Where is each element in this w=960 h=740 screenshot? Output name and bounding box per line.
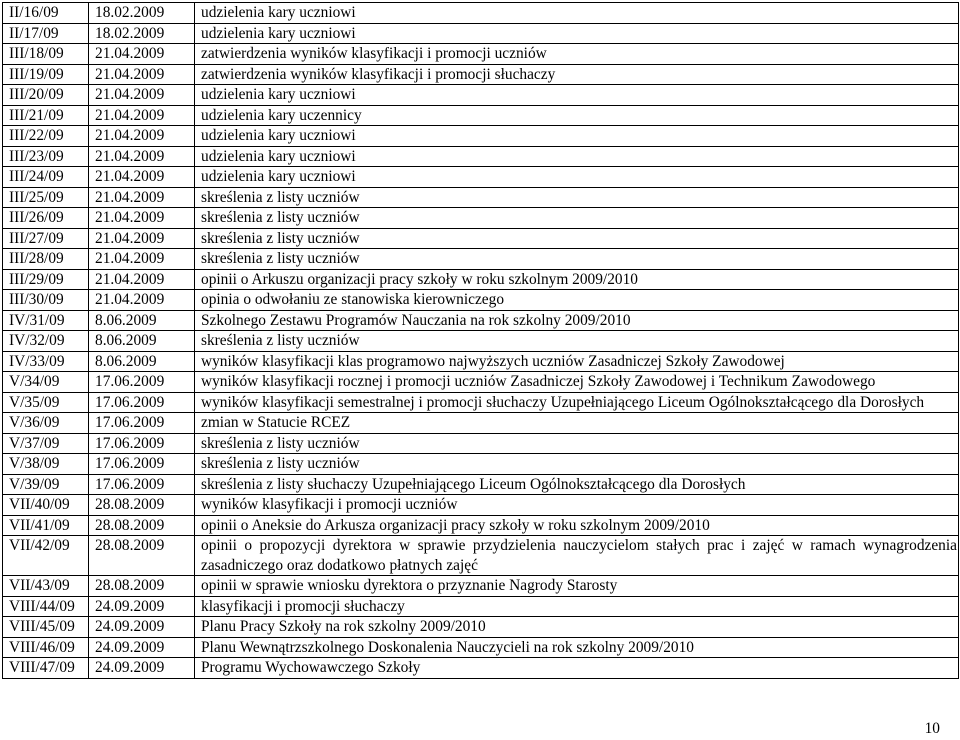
- resolution-number: VII/40/09: [3, 495, 89, 516]
- resolution-date: 21.04.2009: [89, 208, 195, 229]
- resolution-date: 17.06.2009: [89, 433, 195, 454]
- resolution-subject: zmian w Statucie RCEZ: [195, 413, 959, 434]
- table-row: [3, 290, 959, 311]
- resolution-number: III/26/09: [3, 208, 89, 229]
- resolution-date: 8.06.2009: [89, 331, 195, 352]
- resolution-subject: skreślenia z listy uczniów: [195, 187, 959, 208]
- resolution-subject: skreślenia z listy uczniów: [195, 433, 959, 454]
- resolution-date: 17.06.2009: [89, 474, 195, 495]
- table-row: [3, 44, 959, 65]
- table-row: [3, 536, 959, 576]
- resolution-subject: zatwierdzenia wyników klasyfikacji i promocji uczniów: [195, 44, 959, 65]
- table-row: [3, 351, 959, 372]
- resolution-date: 17.06.2009: [89, 454, 195, 475]
- resolution-subject: opinii o Arkuszu organizacji pracy szkoły w roku szkolnym 2009/2010: [195, 269, 959, 290]
- resolution-number: VIII/46/09: [3, 637, 89, 658]
- resolution-number: V/36/09: [3, 413, 89, 434]
- resolution-number: VII/41/09: [3, 515, 89, 536]
- table-row: [3, 454, 959, 475]
- resolution-number: V/37/09: [3, 433, 89, 454]
- resolution-subject: wyników klasyfikacji klas programowo najwyższych uczniów Zasadniczej Szkoły Zawodowej: [195, 351, 959, 372]
- resolution-date: 21.04.2009: [89, 249, 195, 270]
- resolution-date: 21.04.2009: [89, 167, 195, 188]
- resolution-subject: Programu Wychowawczego Szkoły: [195, 658, 959, 679]
- resolution-number: VII/42/09: [3, 536, 89, 576]
- table-row: [3, 474, 959, 495]
- table-row: [3, 617, 959, 638]
- table-row: [3, 85, 959, 106]
- table-row: [3, 208, 959, 229]
- table-row: [3, 413, 959, 434]
- resolution-subject: Planu Pracy Szkoły na rok szkolny 2009/2010: [195, 617, 959, 638]
- resolution-subject: opinii o Aneksie do Arkusza organizacji pracy szkoły w roku szkolnym 2009/2010: [195, 515, 959, 536]
- resolution-subject: skreślenia z listy uczniów: [195, 228, 959, 249]
- resolution-number: VIII/45/09: [3, 617, 89, 638]
- table-row: [3, 310, 959, 331]
- table-row: [3, 64, 959, 85]
- resolution-date: 21.04.2009: [89, 64, 195, 85]
- resolution-subject: skreślenia z listy uczniów: [195, 454, 959, 475]
- table-row: [3, 433, 959, 454]
- resolution-number: IV/32/09: [3, 331, 89, 352]
- resolution-subject: opinii o propozycji dyrektora w sprawie przydzielenia nauczycielom stałych prac i zajęć w ramach wynagrodzenia zasadniczego oraz dodatkowo płatnych zajęć: [195, 536, 959, 576]
- table-row: [3, 269, 959, 290]
- resolution-number: III/25/09: [3, 187, 89, 208]
- resolution-date: 21.04.2009: [89, 187, 195, 208]
- resolution-number: III/18/09: [3, 44, 89, 65]
- resolution-subject: skreślenia z listy uczniów: [195, 249, 959, 270]
- table-row: [3, 658, 959, 679]
- table-row: [3, 495, 959, 516]
- resolution-date: 21.04.2009: [89, 85, 195, 106]
- resolution-number: IV/31/09: [3, 310, 89, 331]
- resolution-date: 24.09.2009: [89, 617, 195, 638]
- resolution-date: 17.06.2009: [89, 413, 195, 434]
- resolution-date: 8.06.2009: [89, 310, 195, 331]
- resolution-number: II/16/09: [3, 3, 89, 24]
- resolution-date: 21.04.2009: [89, 228, 195, 249]
- table-row: [3, 372, 959, 393]
- resolution-date: 28.08.2009: [89, 515, 195, 536]
- resolution-number: V/38/09: [3, 454, 89, 475]
- table-row: [3, 331, 959, 352]
- resolution-number: III/19/09: [3, 64, 89, 85]
- table-row: [3, 228, 959, 249]
- resolution-subject: wyników klasyfikacji i promocji uczniów: [195, 495, 959, 516]
- resolution-subject: udzielenia kary uczniowi: [195, 23, 959, 44]
- table-row: [3, 3, 959, 24]
- table-row: [3, 515, 959, 536]
- resolution-number: III/22/09: [3, 126, 89, 147]
- table-row: [3, 637, 959, 658]
- resolution-date: 21.04.2009: [89, 146, 195, 167]
- resolution-subject: udzielenia kary uczniowi: [195, 146, 959, 167]
- resolution-date: 28.08.2009: [89, 536, 195, 576]
- resolution-number: VIII/47/09: [3, 658, 89, 679]
- resolution-date: 24.09.2009: [89, 596, 195, 617]
- page-number: 10: [924, 720, 940, 737]
- resolution-subject: udzielenia kary uczniowi: [195, 3, 959, 24]
- resolution-number: IV/33/09: [3, 351, 89, 372]
- resolution-subject: wyników klasyfikacji semestralnej i promocji słuchaczy Uzupełniającego Liceum Ogólnokształcącego dla Dorosłych: [195, 392, 959, 413]
- resolution-subject: skreślenia z listy uczniów: [195, 208, 959, 229]
- resolution-date: 17.06.2009: [89, 372, 195, 393]
- table-row: [3, 249, 959, 270]
- resolution-number: VIII/44/09: [3, 596, 89, 617]
- table-row: [3, 187, 959, 208]
- resolution-number: III/29/09: [3, 269, 89, 290]
- resolution-number: III/28/09: [3, 249, 89, 270]
- resolution-subject: opinii w sprawie wniosku dyrektora o przyznanie Nagrody Starosty: [195, 576, 959, 597]
- resolution-subject: Planu Wewnątrzszkolnego Doskonalenia Nauczycieli na rok szkolny 2009/2010: [195, 637, 959, 658]
- resolution-number: II/17/09: [3, 23, 89, 44]
- resolution-date: 21.04.2009: [89, 44, 195, 65]
- table-row: [3, 596, 959, 617]
- resolution-date: 17.06.2009: [89, 392, 195, 413]
- resolution-date: 21.04.2009: [89, 269, 195, 290]
- resolution-number: III/21/09: [3, 105, 89, 126]
- resolution-subject: udzielenia kary uczennicy: [195, 105, 959, 126]
- resolution-number: V/39/09: [3, 474, 89, 495]
- resolution-number: III/24/09: [3, 167, 89, 188]
- resolution-subject: Szkolnego Zestawu Programów Nauczania na rok szkolny 2009/2010: [195, 310, 959, 331]
- resolution-date: 18.02.2009: [89, 3, 195, 24]
- resolution-subject: udzielenia kary uczniowi: [195, 167, 959, 188]
- resolution-date: 8.06.2009: [89, 351, 195, 372]
- table-row: [3, 576, 959, 597]
- table-row: [3, 392, 959, 413]
- resolution-subject: udzielenia kary uczniowi: [195, 85, 959, 106]
- resolution-number: V/34/09: [3, 372, 89, 393]
- resolution-number: III/27/09: [3, 228, 89, 249]
- resolutions-table: [2, 2, 959, 679]
- resolution-subject: klasyfikacji i promocji słuchaczy: [195, 596, 959, 617]
- resolution-date: 21.04.2009: [89, 290, 195, 311]
- resolution-subject: opinia o odwołaniu ze stanowiska kierowniczego: [195, 290, 959, 311]
- resolution-date: 24.09.2009: [89, 637, 195, 658]
- resolution-number: V/35/09: [3, 392, 89, 413]
- table-row: [3, 146, 959, 167]
- resolution-date: 21.04.2009: [89, 126, 195, 147]
- resolution-number: III/23/09: [3, 146, 89, 167]
- resolution-number: III/20/09: [3, 85, 89, 106]
- resolutions-table-body: [3, 3, 959, 679]
- resolution-subject: wyników klasyfikacji rocznej i promocji uczniów Zasadniczej Szkoły Zawodowej i Technikum Zawodowego: [195, 372, 959, 393]
- resolution-date: 24.09.2009: [89, 658, 195, 679]
- table-row: [3, 126, 959, 147]
- resolution-subject: zatwierdzenia wyników klasyfikacji i promocji słuchaczy: [195, 64, 959, 85]
- resolution-date: 28.08.2009: [89, 576, 195, 597]
- resolution-subject: skreślenia z listy słuchaczy Uzupełniającego Liceum Ogólnokształcącego dla Dorosłych: [195, 474, 959, 495]
- table-row: [3, 105, 959, 126]
- resolution-number: VII/43/09: [3, 576, 89, 597]
- table-row: [3, 23, 959, 44]
- resolution-date: 18.02.2009: [89, 23, 195, 44]
- resolution-subject: skreślenia z listy uczniów: [195, 331, 959, 352]
- resolution-date: 28.08.2009: [89, 495, 195, 516]
- resolution-subject: udzielenia kary uczniowi: [195, 126, 959, 147]
- resolution-number: III/30/09: [3, 290, 89, 311]
- resolution-date: 21.04.2009: [89, 105, 195, 126]
- table-row: [3, 167, 959, 188]
